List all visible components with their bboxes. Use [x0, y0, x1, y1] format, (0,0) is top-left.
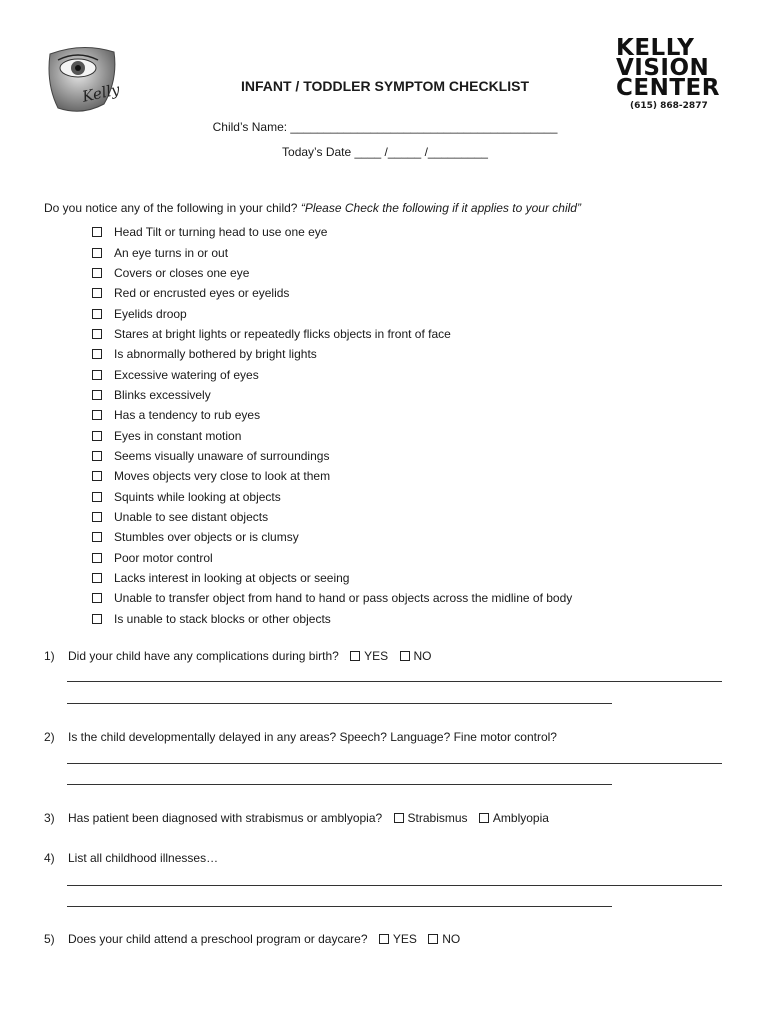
checkbox[interactable] — [92, 268, 102, 278]
question-number: 2) — [44, 730, 55, 744]
question-5 — [44, 932, 460, 946]
checkbox[interactable] — [350, 651, 360, 661]
symptom-item[interactable] — [92, 486, 572, 506]
option-label: NO — [442, 932, 461, 946]
symptom-label: Covers or closes one eye — [114, 265, 250, 280]
checkbox[interactable] — [92, 288, 102, 298]
option-no[interactable] — [400, 649, 432, 663]
symptom-item[interactable] — [92, 364, 572, 384]
symptom-item[interactable] — [92, 548, 572, 568]
checkbox[interactable] — [92, 512, 102, 522]
symptom-label: Squints while looking at objects — [114, 489, 281, 504]
symptom-label: Unable to see distant objects — [114, 509, 269, 524]
checkbox[interactable] — [92, 410, 102, 420]
checkbox[interactable] — [92, 227, 102, 237]
checkbox[interactable] — [92, 614, 102, 624]
option-yes[interactable] — [350, 649, 388, 663]
option-label: NO — [413, 649, 432, 663]
symptom-label: Is abnormally bothered by bright lights — [114, 347, 317, 362]
option-label: YES — [364, 649, 389, 663]
page-title: INFANT / TODDLER SYMPTOM CHECKLIST — [240, 78, 530, 94]
intro-question: Do you notice any of the following in your child? — [44, 201, 301, 215]
symptom-item[interactable] — [92, 425, 572, 445]
answer-line[interactable] — [67, 763, 722, 764]
logo-center: CENTER — [616, 75, 720, 101]
symptom-label: Stumbles over objects or is clumsy — [114, 530, 299, 545]
checkbox[interactable] — [92, 329, 102, 339]
symptom-item[interactable] — [92, 466, 572, 486]
symptom-label: Lacks interest in looking at objects or seeing — [114, 571, 350, 586]
childs-name-field[interactable]: Child’s Name: ________________________________________ — [212, 120, 558, 134]
symptom-label: Red or encrusted eyes or eyelids — [114, 286, 290, 301]
question-3 — [44, 811, 549, 825]
question-text: Did your child have any complications during birth? — [68, 649, 339, 663]
checkbox[interactable] — [92, 248, 102, 258]
symptom-label: An eye turns in or out — [114, 245, 229, 260]
question-text: Does your child attend a preschool program or daycare? — [68, 932, 368, 946]
option-label: Amblyopia — [492, 811, 549, 825]
logo-kelly: KELLY — [616, 35, 695, 61]
symptom-item[interactable] — [92, 242, 572, 262]
intro-instruction: “Please Check the following if it applies to your child” — [300, 201, 581, 215]
question-number: 5) — [44, 932, 55, 946]
checkbox[interactable] — [92, 553, 102, 563]
symptom-item[interactable] — [92, 405, 572, 425]
checkbox[interactable] — [92, 431, 102, 441]
symptom-label: Eyelids droop — [114, 306, 187, 321]
question-2 — [44, 730, 557, 744]
checkbox[interactable] — [379, 934, 389, 944]
question-text: List all childhood illnesses… — [68, 851, 219, 865]
question-number: 4) — [44, 851, 55, 865]
symptom-item[interactable] — [92, 588, 572, 608]
checkbox[interactable] — [92, 573, 102, 583]
option-label: YES — [392, 932, 417, 946]
option-label: Strabismus — [407, 811, 468, 825]
answer-line[interactable] — [67, 703, 612, 704]
symptom-item[interactable] — [92, 568, 572, 588]
checklist-intro — [44, 201, 581, 215]
option-amblyopia[interactable] — [479, 811, 549, 825]
question-text: Has patient been diagnosed with strabismus or amblyopia? — [68, 811, 383, 825]
kelly-vision-center-logo — [616, 35, 728, 111]
checkbox[interactable] — [92, 532, 102, 542]
option-yes[interactable] — [379, 932, 417, 946]
symptom-label: Moves objects very close to look at them — [114, 469, 331, 484]
symptom-item[interactable] — [92, 303, 572, 323]
checkbox[interactable] — [92, 451, 102, 461]
logo-phone: (615) 868-2877 — [630, 101, 708, 111]
answer-line[interactable] — [67, 784, 612, 785]
symptom-item[interactable] — [92, 222, 572, 242]
symptom-item[interactable] — [92, 527, 572, 547]
symptom-label: Poor motor control — [114, 550, 213, 565]
checkbox[interactable] — [479, 813, 489, 823]
checkbox[interactable] — [394, 813, 404, 823]
symptom-item[interactable] — [92, 263, 572, 283]
question-text: Is the child developmentally delayed in any areas? Speech? Language? Fine motor control? — [68, 730, 557, 744]
checkbox[interactable] — [92, 309, 102, 319]
todays-date-field[interactable]: Today’s Date ____ /_____ /_________ — [282, 145, 488, 159]
checkbox[interactable] — [92, 471, 102, 481]
checkbox[interactable] — [92, 492, 102, 502]
checkbox[interactable] — [400, 651, 410, 661]
answer-line[interactable] — [67, 906, 612, 907]
answer-line[interactable] — [67, 681, 722, 682]
checkbox[interactable] — [92, 593, 102, 603]
logo-vision: VISION — [616, 55, 710, 81]
symptom-item[interactable] — [92, 344, 572, 364]
symptom-label: Blinks excessively — [114, 387, 211, 402]
symptom-item[interactable] — [92, 507, 572, 527]
checkbox[interactable] — [92, 349, 102, 359]
question-number: 1) — [44, 649, 55, 663]
kelly-script-logo-text: Kelly — [80, 80, 122, 106]
checkbox[interactable] — [428, 934, 438, 944]
question-4 — [44, 851, 218, 865]
question-number: 3) — [44, 811, 55, 825]
symptom-label: Eyes in constant motion — [114, 428, 242, 443]
symptom-label: Has a tendency to rub eyes — [114, 408, 261, 423]
symptom-label: Seems visually unaware of surroundings — [114, 448, 330, 463]
symptom-item[interactable] — [92, 446, 572, 466]
symptom-item[interactable] — [92, 609, 572, 629]
symptom-checklist — [92, 222, 572, 629]
answer-line[interactable] — [67, 885, 722, 886]
question-1 — [44, 649, 432, 663]
symptom-label: Excessive watering of eyes — [114, 367, 259, 382]
symptom-label: Head Tilt or turning head to use one eye — [114, 225, 328, 240]
symptom-item[interactable] — [92, 324, 572, 344]
symptom-label: Is unable to stack blocks or other objects — [114, 611, 331, 626]
symptom-label: Unable to transfer object from hand to hand or pass objects across the midline of body — [114, 591, 573, 606]
checkbox[interactable] — [92, 390, 102, 400]
symptom-item[interactable] — [92, 283, 572, 303]
option-strabismus[interactable] — [394, 811, 468, 825]
option-no[interactable] — [428, 932, 460, 946]
checkbox[interactable] — [92, 370, 102, 380]
symptom-item[interactable] — [92, 385, 572, 405]
symptom-label: Stares at bright lights or repeatedly flicks objects in front of face — [114, 326, 451, 341]
